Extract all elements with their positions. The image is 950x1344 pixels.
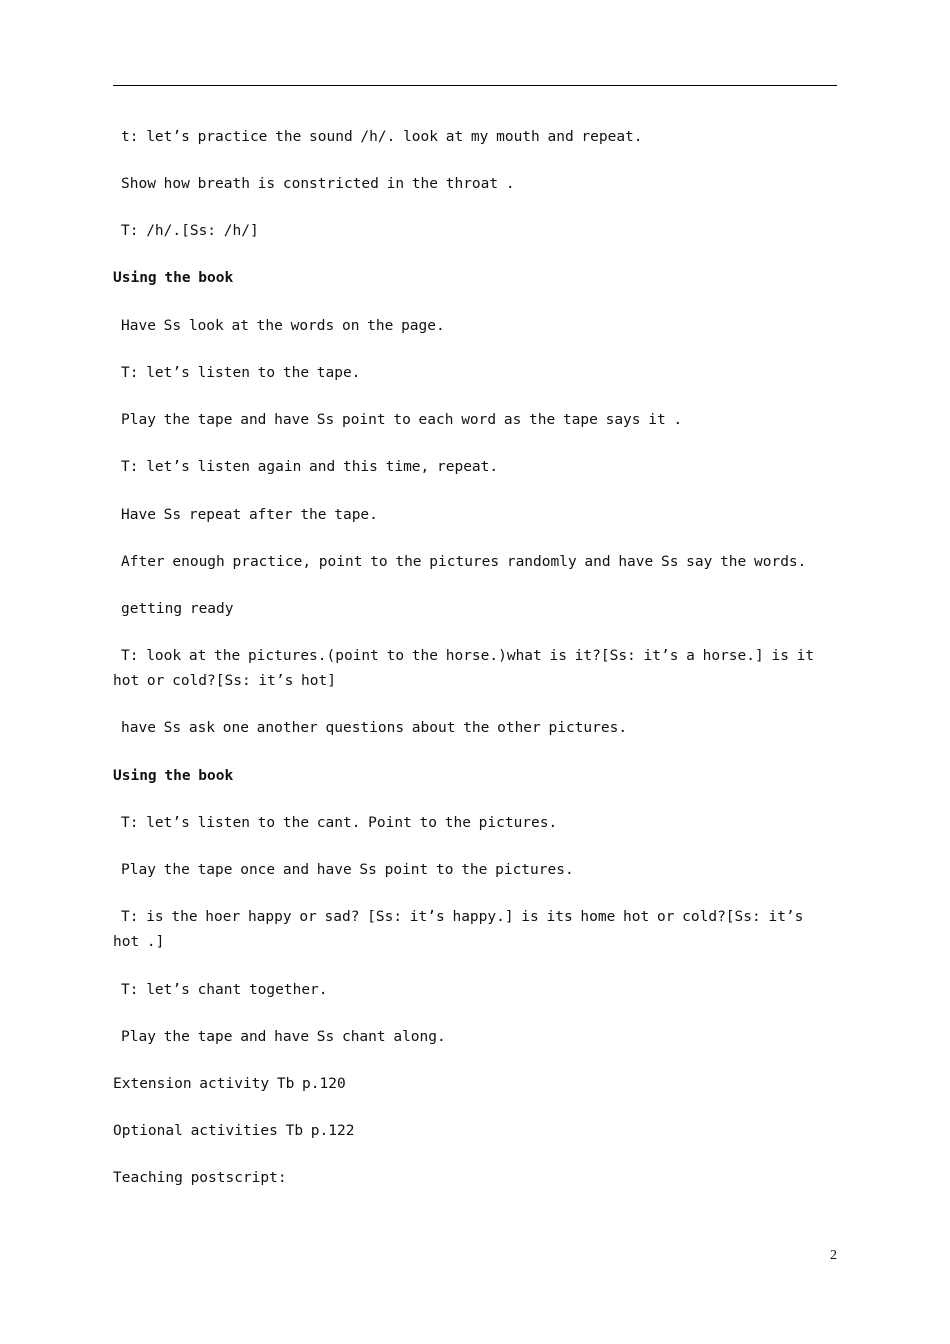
body-line: Extension activity Tb p.120 — [113, 1076, 346, 1092]
header-rule — [113, 85, 837, 86]
body-line: T: let’s chant together. — [121, 982, 328, 998]
body-line: Have Ss repeat after the tape. — [121, 507, 378, 523]
body-line: Optional activities Tb p.122 — [113, 1123, 355, 1139]
body-line: After enough practice, point to the pictures randomly and have Ss say the words. — [121, 554, 807, 570]
body-line: t: let’s practice the sound /h/. look at my mouth and repeat. — [121, 129, 643, 145]
body-line: Show how breath is constricted in the throat . — [121, 176, 515, 192]
body-line: T: let’s listen again and this time, repeat. — [121, 459, 499, 475]
body-line: Play the tape and have Ss chant along. — [121, 1029, 446, 1045]
body-line: T: look at the pictures.(point to the horse.)what is it?[Ss: it’s a horse.] is it hot or cold?[Ss: it’s hot] — [113, 648, 822, 689]
body-line: T: /h/.[Ss: /h/] — [121, 223, 259, 239]
body-line: Play the tape once and have Ss point to the pictures. — [121, 862, 574, 878]
page-number: 2 — [830, 1248, 837, 1263]
body-line: have Ss ask one another questions about the other pictures. — [121, 720, 628, 736]
body-line: T: let’s listen to the tape. — [121, 365, 361, 381]
body-line: T: is the hoer happy or sad? [Ss: it’s happy.] is its home hot or cold?[Ss: it’s hot .] — [113, 909, 812, 950]
section-heading: Using the book — [113, 768, 234, 784]
body-line: getting ready — [121, 601, 234, 617]
body-line: Have Ss look at the words on the page. — [121, 318, 445, 334]
body-line: Teaching postscript: — [113, 1170, 287, 1186]
body-line: T: let’s listen to the cant. Point to the pictures. — [121, 815, 558, 831]
body-line: Play the tape and have Ss point to each word as the tape says it . — [121, 412, 683, 428]
section-heading: Using the book — [113, 270, 234, 286]
